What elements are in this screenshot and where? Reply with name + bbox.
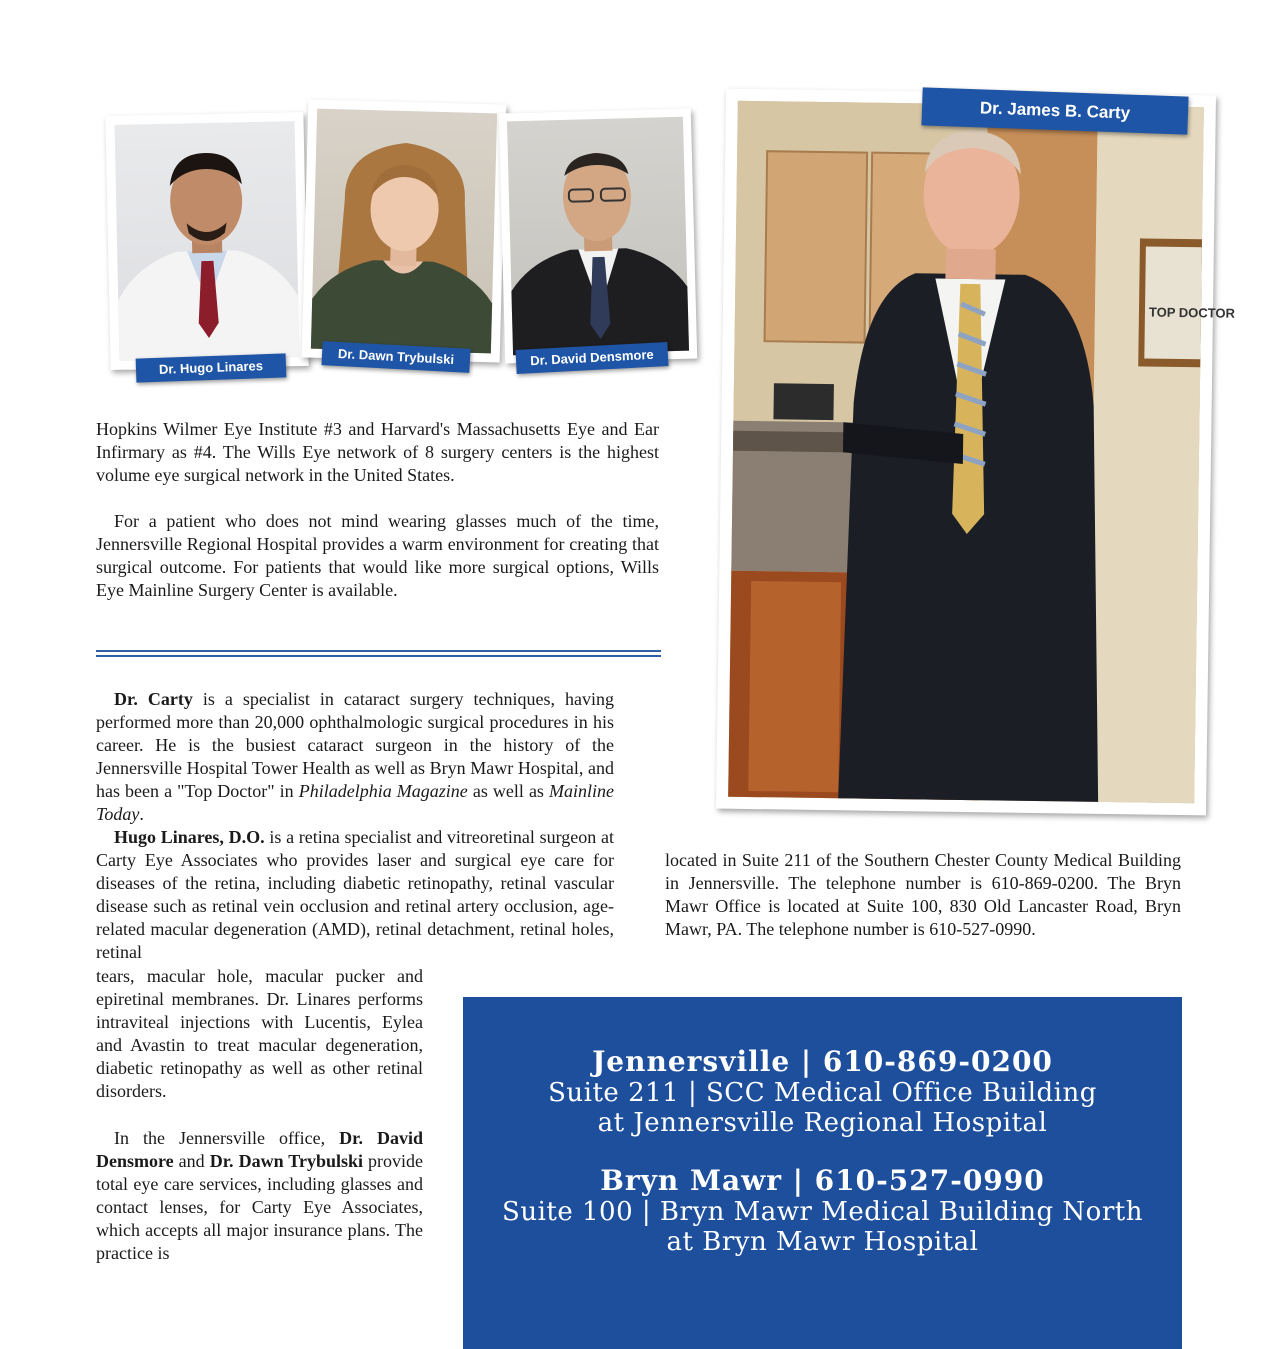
jennersville-phone: Jennersville | 610-869-0200 xyxy=(592,1045,1053,1078)
caption-david-densmore: Dr. David Densmore xyxy=(515,342,668,374)
office-location-paragraph: located in Suite 211 of the Southern Chester County Medical Building in Jennersville. The telephone number is 610-869-0200. The Bryn Mawr Office is located at Suite 100, 830 Old Lancaster Road, Bryn Mawr, PA. The telephone number is 610-527-0990. xyxy=(665,850,1181,939)
office-scene xyxy=(728,101,1236,803)
office-text: provide total eye care services, including glasses and contact lenses, for Carty Eye Associates, which accepts all major insurance plans. The practice is xyxy=(96,1151,423,1263)
bryn-mawr-hospital: at Bryn Mawr Hospital xyxy=(666,1227,979,1257)
portrait-densmore xyxy=(507,117,689,356)
office-start: In the Jennersville office, xyxy=(114,1128,340,1148)
intro-paragraph-1: Hopkins Wilmer Eye Institute #3 and Harvard's Massachusetts Eye and Ear Infirmary as #4. The Wills Eye network of 8 surgery centers is the highest volume eye surgical network in the United States. xyxy=(96,419,659,485)
plaque-text: TOP DOCTOR xyxy=(1148,304,1236,321)
linares-paragraph-continued: tears, macular hole, macular pucker and epiretinal membranes. Dr. Linares performs intraviteal injections with Lucentis, Eylea and Avastin to treat macular degeneration, diabetic retinopathy as well as other retinal disorders. xyxy=(96,966,423,1101)
section-divider-top xyxy=(96,650,661,652)
office-paragraph xyxy=(96,1127,423,1265)
carty-mid: as well as xyxy=(467,781,549,801)
carty-paragraph xyxy=(96,688,614,826)
carty-magazine-2: Mainline Today xyxy=(96,781,614,824)
carty-magazine-1: Philadelphia Magazine xyxy=(298,781,468,801)
linares-text-wide: is a retina specialist and vitreoretinal surgeon at Carty Eye Associates who provides laser and surgical eye care for diseases of the retina, including diabetic retinopathy, retinal vascular disease such as retinal vein occlusion and retinal artery occlusion, age-related macular degeneration (AMD), retinal detachment, retinal holes, retinal xyxy=(96,827,614,962)
linares-paragraph xyxy=(96,826,614,964)
office-and: and xyxy=(173,1151,210,1171)
wall-plaque xyxy=(1138,238,1236,367)
contact-box xyxy=(463,997,1182,1349)
portrait-linares xyxy=(115,121,300,361)
caption-hugo-linares: Dr. Hugo Linares xyxy=(136,353,287,382)
photo-david-densmore xyxy=(499,109,697,364)
photo-james-carty xyxy=(716,89,1236,816)
carty-name: Dr. Carty xyxy=(114,689,193,709)
jennersville-suite: Suite 211 | SCC Medical Office Building xyxy=(548,1078,1097,1108)
jennersville-hospital: at Jennersville Regional Hospital xyxy=(597,1108,1048,1138)
carty-text: is a specialist in cataract surgery techniques, having performed more than 20,000 ophthalmologic surgical procedures in his career. He is the busiest cataract surgeon in the history of the Jennersville Hospital Tower Health as well as Bryn Mawr Hospital, and has been a "Top Doctor" in xyxy=(96,689,614,801)
intro-paragraph-2: For a patient who does not mind wearing glasses much of the time, Jennersville Regional Hospital provides a warm environment for creating that surgical outcome. For patients that would like more surgical options, Wills Eye Mainline Surgery Center is available. xyxy=(96,511,659,600)
section-divider-bottom xyxy=(96,655,661,657)
office-name-densmore: Dr. David Densmore xyxy=(96,1128,423,1171)
portrait-trybulski xyxy=(311,109,497,354)
bryn-mawr-suite: Suite 100 | Bryn Mawr Medical Building North xyxy=(502,1197,1143,1227)
bryn-mawr-phone: Bryn Mawr | 610-527-0990 xyxy=(600,1164,1045,1197)
caption-dawn-trybulski: Dr. Dawn Trybulski xyxy=(321,341,470,373)
office-name-trybulski: Dr. Dawn Trybulski xyxy=(209,1151,363,1171)
linares-name: Hugo Linares, D.O. xyxy=(114,827,265,847)
carty-end: . xyxy=(139,804,144,824)
caption-james-carty: Dr. James B. Carty xyxy=(921,87,1188,134)
photo-dawn-trybulski xyxy=(302,99,507,362)
photo-hugo-linares xyxy=(105,112,308,370)
